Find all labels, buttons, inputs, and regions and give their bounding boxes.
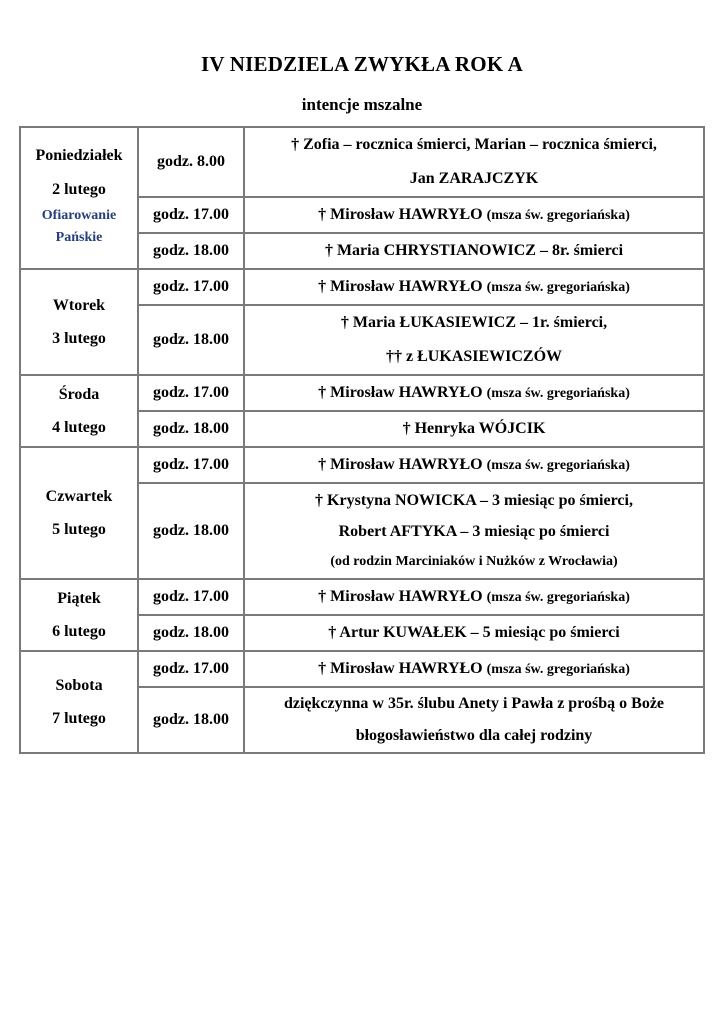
intention-line: Jan ZARAJCZYK (409, 170, 539, 187)
table-row (20, 375, 704, 411)
intention-line: † Henryka WÓJCIK (402, 420, 546, 438)
feast-name: Ofiarowanie (41, 207, 117, 223)
day-date: 3 lutego (52, 330, 106, 347)
intention-note: (msza św. gregoriańska) (486, 208, 630, 224)
day-date: 7 lutego (52, 710, 106, 727)
intention-line: † Zofia – rocznica śmierci, Marian – rocznica śmierci, (291, 136, 657, 153)
mass-time: godz. 17.00 (138, 197, 244, 233)
intention-line: Robert AFTYKA – 3 miesiąc po śmierci (338, 523, 610, 540)
intention-line: †† z ŁUKASIEWICZÓW (385, 348, 563, 365)
mass-intention (244, 411, 704, 447)
day-date: 6 lutego (52, 623, 106, 640)
table-row (20, 579, 704, 615)
mass-time: godz. 17.00 (138, 651, 244, 687)
day-name: Czwartek (45, 487, 113, 505)
feast-name: Pańskie (55, 230, 103, 246)
mass-time: godz. 17.00 (138, 579, 244, 615)
mass-time: godz. 18.00 (138, 233, 244, 269)
mass-intention (244, 651, 704, 687)
mass-time: godz. 17.00 (138, 375, 244, 411)
day-cell-saturday (20, 651, 138, 753)
table-row (20, 447, 704, 483)
mass-time: godz. 18.00 (138, 483, 244, 579)
mass-intention (244, 615, 704, 651)
mass-intention (244, 305, 704, 375)
intention-note: (msza św. gregoriańska) (486, 590, 630, 606)
day-name: Środa (58, 385, 100, 403)
day-cell-thursday (20, 447, 138, 579)
intention-main: † Mirosław HAWRYŁO (318, 278, 483, 296)
intention-note: (msza św. gregoriańska) (486, 386, 630, 402)
mass-time: godz. 8.00 (138, 127, 244, 197)
intention-main: † Mirosław HAWRYŁO (318, 384, 483, 402)
intention-main: † Mirosław HAWRYŁO (318, 206, 483, 224)
intention-line: † Maria CHRYSTIANOWICZ – 8r. śmierci (324, 242, 624, 260)
mass-intention (244, 579, 704, 615)
intention-note: (msza św. gregoriańska) (486, 458, 630, 474)
day-name: Poniedziałek (35, 147, 123, 165)
mass-intention (244, 687, 704, 753)
intention-main: † Mirosław HAWRYŁO (318, 588, 483, 606)
intention-line: † Artur KUWAŁEK – 5 miesiąc po śmierci (328, 624, 620, 642)
page-subtitle: intencje mszalne (301, 95, 423, 114)
day-name: Sobota (55, 676, 103, 694)
intention-note: (msza św. gregoriańska) (486, 662, 630, 678)
intention-line: dziękczynna w 35r. ślubu Anety i Pawła z prośbą o Boże (283, 695, 665, 712)
day-date: 5 lutego (52, 521, 106, 538)
mass-intention (244, 197, 704, 233)
intentions-table (19, 126, 705, 754)
mass-intention (244, 447, 704, 483)
day-date: 2 lutego (52, 180, 106, 198)
intention-line: † Maria ŁUKASIEWICZ – 1r. śmierci, (340, 314, 608, 331)
intention-line: † Krystyna NOWICKA – 3 miesiąc po śmierci, (315, 492, 633, 509)
day-cell-tuesday (20, 269, 138, 375)
day-cell-monday (20, 127, 138, 269)
mass-time: godz. 18.00 (138, 687, 244, 753)
page-title: IV NIEDZIELA ZWYKŁA ROK A (200, 52, 524, 76)
mass-intention (244, 483, 704, 579)
intention-line: błogosławieństwo dla całej rodziny (355, 727, 593, 744)
day-cell-wednesday (20, 375, 138, 447)
mass-intention (244, 375, 704, 411)
mass-time: godz. 18.00 (138, 305, 244, 375)
day-name: Wtorek (52, 296, 106, 314)
day-cell-friday (20, 579, 138, 651)
mass-time: godz. 18.00 (138, 615, 244, 651)
day-name: Piątek (57, 589, 101, 607)
table-row (20, 127, 704, 197)
mass-time: godz. 18.00 (138, 411, 244, 447)
intention-main: † Mirosław HAWRYŁO (318, 660, 483, 678)
mass-time: godz. 17.00 (138, 447, 244, 483)
table-row (20, 269, 704, 305)
mass-intention (244, 269, 704, 305)
mass-intention (244, 233, 704, 269)
mass-intention (244, 127, 704, 197)
table-row (20, 651, 704, 687)
intention-note: (msza św. gregoriańska) (486, 280, 630, 296)
day-date: 4 lutego (52, 419, 106, 436)
intention-note: (od rodzin Marciniaków i Nużków z Wrocławia) (330, 554, 618, 569)
mass-time: godz. 17.00 (138, 269, 244, 305)
intention-main: † Mirosław HAWRYŁO (318, 456, 483, 474)
